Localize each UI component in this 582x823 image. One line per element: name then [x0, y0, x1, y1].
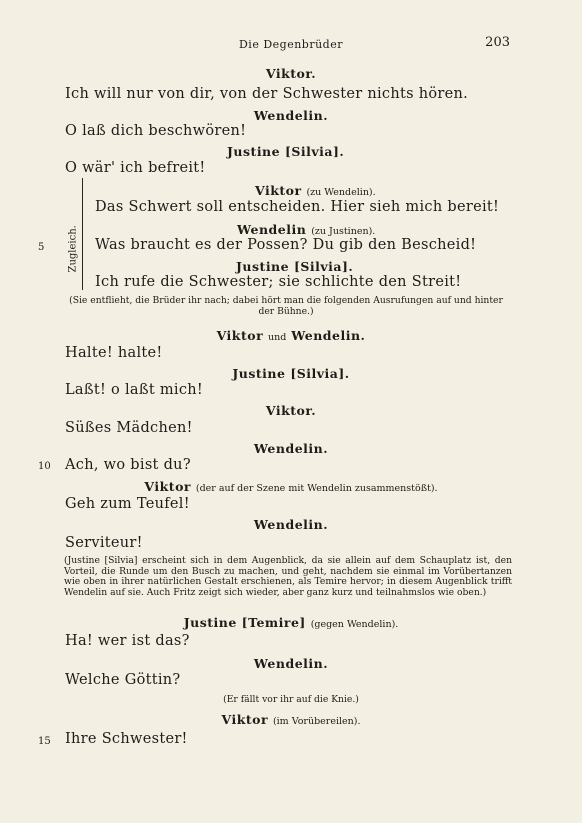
speaker-label: Justine [Silvia].: [232, 366, 350, 381]
verse-line: Geh zum Teufel!: [65, 496, 190, 512]
verse-line: Ha! wer ist das?: [65, 633, 190, 649]
speaker-label: Justine [Temire] (gegen Wendelin).: [183, 615, 399, 630]
verse-line: Ihre Schwester!: [65, 731, 188, 747]
speaker-label: Viktor (zu Wendelin).: [255, 183, 376, 198]
speaker-label: Viktor (der auf der Szene mit Wendelin zusammenstößt).: [144, 479, 438, 494]
speaker-label: Justine [Silvia].: [236, 259, 354, 274]
speaker-label: Viktor.: [265, 66, 317, 81]
verse-line: Ach, wo bist du?: [65, 457, 191, 473]
verse-line: Ich will nur von dir, von der Schwester nichts hören.: [65, 86, 469, 102]
verse-line: Halte! halte!: [65, 345, 163, 361]
verse-line: Laßt! o laßt mich!: [65, 382, 204, 398]
verse-line: Das Schwert soll entscheiden. Hier sieh mich bereit!: [95, 199, 500, 215]
speaker-label: Viktor.: [265, 403, 317, 418]
speaker-label: Viktor (im Vorübereilen).: [221, 712, 361, 727]
verse-line: Was braucht es der Possen? Du gib den Bescheid!: [95, 237, 477, 253]
stage-direction: (Sie entflieht, die Brüder ihr nach; dabei hört man die folgenden Ausrufungen auf und hinter der Bühne.): [69, 295, 503, 317]
stage-direction: (Justine [Silvia] erscheint sich in dem Augenblick, da sie allein auf dem Schauplatz ist, den Vorteil, die Runde um den Busch zu machen, und geht, nachdem sie einmal im Vorübertanzen wie oben in ihrer natürlichen Gestalt erschienen, als Temire hervor; in diesem Augenblick trifft Wendelin auf sie. Auch Fritz zeigt sich wieder, aber ganz kurz und teilnahmslos wie oben.): [64, 555, 512, 598]
verse-line: Ich rufe die Schwester; sie schlichte den Streit!: [95, 274, 462, 290]
line-number: 5: [38, 242, 45, 253]
speaker-label: Viktor und Wendelin.: [216, 328, 366, 343]
verse-line: O laß dich beschwören!: [65, 123, 247, 139]
speaker-label: Wendelin.: [253, 108, 329, 123]
simultaneous-brace: [82, 178, 83, 290]
speaker-label: Wendelin.: [253, 656, 329, 671]
verse-line: Süßes Mädchen!: [65, 420, 193, 436]
line-number: 15: [38, 736, 51, 747]
page-number: 203: [485, 35, 510, 50]
verse-line: O wär' ich befreit!: [65, 160, 206, 176]
speaker-label: Wendelin.: [253, 441, 329, 456]
speaker-label: Justine [Silvia].: [227, 144, 345, 159]
stage-direction: (Er fällt vor ihr auf die Knie.): [223, 694, 359, 705]
running-title: Die Degenbrüder: [238, 38, 343, 51]
speaker-label: Wendelin (zu Justinen).: [237, 222, 376, 237]
speaker-label: Wendelin.: [253, 517, 329, 532]
verse-line: Serviteur!: [65, 535, 143, 551]
verse-line: Welche Göttin?: [65, 672, 181, 688]
simultaneous-label: Zugleich.: [67, 225, 79, 273]
line-number: 10: [38, 461, 51, 472]
